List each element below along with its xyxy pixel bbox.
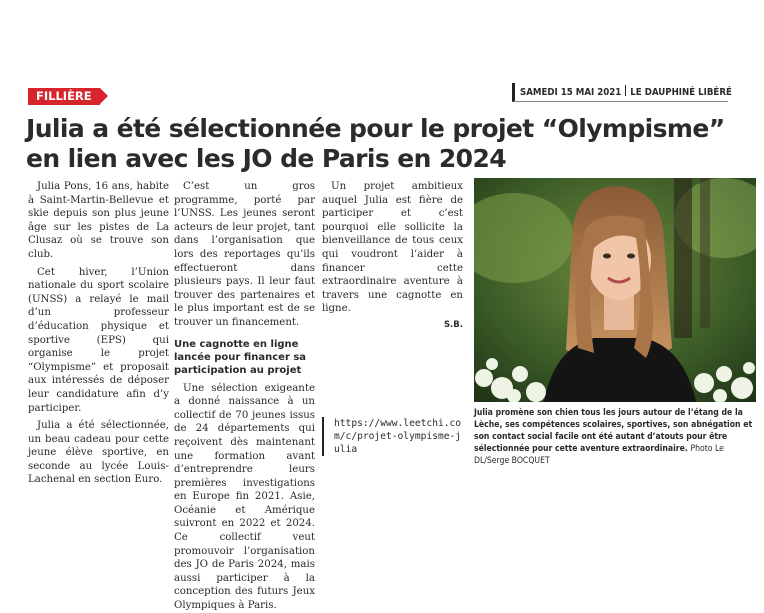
portrait-photo-illustration	[474, 178, 756, 402]
paragraph-unss: Cet hiver, l’Union nationale du sport scolaire (UNSS) a relayé le mail d’un professeur d’éducation physique et sportive (EPS) qui organise le projet “Olympisme” et proposait aux intéressés de déposer leur candidature afin d’y participer.	[28, 266, 169, 414]
issue-date: SAMEDI 15 MAI 2021	[520, 87, 622, 98]
paragraph-cagnotte: Un projet ambitieux auquel Julia est fière de participer et c’est pourquoi elle sollicite la bienveillance de tous ceux qui voudront l’aider à financer cette extraordinaire aventure à travers une cagnotte en ligne.	[322, 181, 463, 315]
fundraising-link[interactable]: https://www.leetchi.com/c/projet-olympisme-julia	[322, 417, 463, 456]
article-headline	[26, 114, 746, 174]
photo-caption	[474, 407, 759, 467]
headline-line-1: Julia a été sélectionnée pour le projet “Olympisme”	[26, 114, 725, 143]
paragraph-selection: Julia a été sélectionnée, un beau cadeau pour cette jeune élève sportive, en seconde au lycée Louis-Lachenal en section Euro.	[28, 420, 169, 486]
headline-line-2: en lien avec les JO de Paris en 2024	[26, 144, 507, 173]
article-subhead: Une cagnotte en ligne lancée pour financer sa participation au projet	[174, 338, 307, 376]
portrait-photo	[474, 178, 756, 402]
dateline-separator	[625, 85, 626, 96]
paragraph-collective: Une sélection exigeante a donné naissance à un collectif de 70 jeunes issus de 24 départements qui reçoivent dès maintenant une formation avant d’entreprendre leurs premières investigations en Europe fin 2021. Asie, Océanie et Amérique suivront en 2022 et 2024. Ce collectif veut promouvoir l’organisation des JO de Paris 2024, mais aussi participer à la conception des futurs Jeux Olympiques à Paris.	[174, 382, 315, 612]
section-tag: FILLIÈRE	[28, 88, 100, 105]
paragraph-programme: C’est un gros programme, porté par l’UNSS. Les jeunes seront acteurs de leur projet, tant dans l’organisation que lors des reportages qu’ils effectueront dans plusieurs pays. Il leur faut trouver des partenaires et le plus important est de se trouver un financement.	[174, 181, 315, 328]
dateline	[512, 83, 732, 102]
author-signature: S.B.	[443, 319, 463, 330]
newspaper-name: LE DAUPHINÉ LIBÉRÉ	[630, 87, 732, 98]
article-column-2	[174, 180, 315, 613]
caption-text: Julia promène son chien tous les jours autour de l’étang de la Lèche, ses compétences scolaires, sportives, son abnégation et son contact social facile ont été autant d’atouts pour être sélectionnée pour cette aventure extraordinaire.	[474, 408, 753, 454]
article-column-1	[28, 180, 169, 487]
paragraph-intro: Julia Pons, 16 ans, habite à Saint-Martin-Bellevue et skie depuis son plus jeune âge sur les pistes de La Clusaz où se trouve son club.	[28, 181, 169, 260]
photo-credit: Photo Le DL/Serge BOCQUET	[474, 444, 724, 466]
article-column-3	[322, 180, 463, 333]
